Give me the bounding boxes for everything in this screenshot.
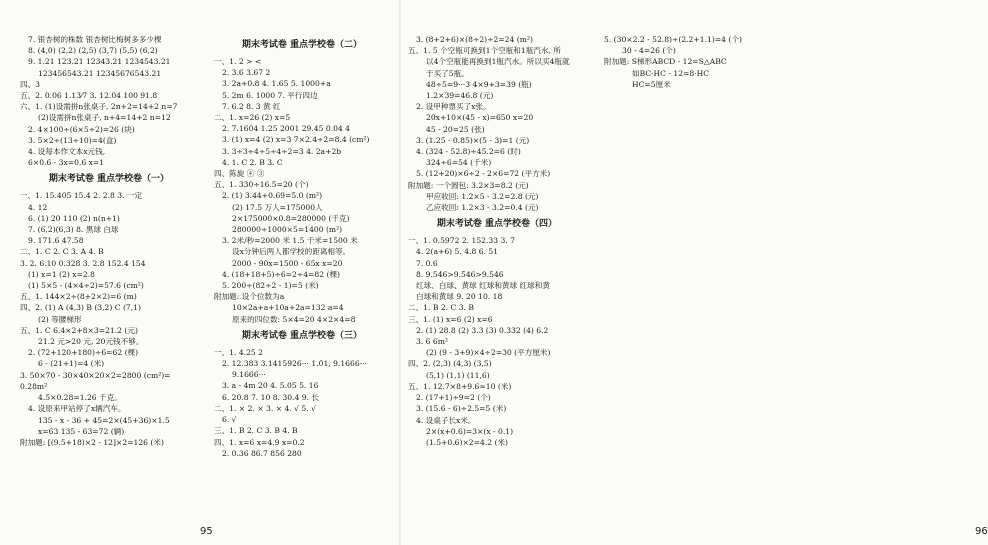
- answer-line: 一、1. 2 > <: [214, 57, 262, 66]
- answer-line: 附加题: S梯形ABCD - 12=S△ABC: [604, 57, 727, 67]
- answer-line: 30 - 4=26 (个): [622, 46, 676, 56]
- answer-line: 3. a - 4m 20 4. 5.05 5. 16: [222, 381, 319, 391]
- answer-line: 2. (1) 28.8 (2) 3.3 (3) 0.332 (4) 6.2: [416, 325, 549, 335]
- answer-line: 附加题: 设个位数为a: [214, 292, 285, 302]
- answer-line: 五、1. 144×2÷(8+2×2)=6 (m): [20, 292, 137, 302]
- answer-line: 3. 6 6m²: [416, 337, 448, 347]
- answer-line: (2) 等腰梯形: [38, 314, 82, 324]
- answer-line: 五、1. 12.7×8+9.6≈10 (米): [408, 381, 512, 391]
- answer-line: 2. (1) 3.44+0.69=5.0 (m²): [222, 191, 323, 201]
- section-heading: 期末考试卷 重点学校卷（四）: [436, 219, 558, 230]
- answer-line: 以4个空瓶能再换到1瓶汽水。所以买4瓶就: [426, 57, 570, 67]
- left-page: [0, 0, 400, 545]
- answer-column-1: [20, 34, 198, 448]
- answer-line: 7. 银杏树的株数 银杏树比梅树多多少棵: [28, 35, 162, 44]
- answer-line: 四、陈旋 ④ ③: [214, 169, 265, 179]
- answer-line: 四、1. x=6 x=4.9 x=0.2: [214, 437, 305, 447]
- answer-line: 7. 0.6: [416, 258, 438, 268]
- answer-line: 20x+10×(45 - x)=650 x=20: [426, 113, 534, 123]
- answer-line: 2. (17+1)÷9=2 (个): [416, 393, 491, 403]
- answer-line: 五、2. 0.06 1.13⁄7 3. 12.04 100 91.8: [20, 91, 158, 101]
- answer-line: 4. 设桌子长x米。: [416, 415, 476, 425]
- answer-line: 5. 2m 6. 1000 7. 平行四边: [222, 90, 318, 100]
- answer-line: 48÷5=9···3 4×9+3=39 (瓶): [426, 79, 532, 89]
- answer-column-2: [214, 34, 390, 459]
- answer-line: 2×(x+0.6)=3×(x - 0.1): [426, 426, 514, 436]
- answer-line: 45 - 20=25 (张): [426, 124, 485, 134]
- answer-line: 3. (8+2+6)×(8÷2)÷2=24 (m²): [416, 35, 533, 44]
- answer-line: 附加题: 一个圆包: 3.2×3=8.2 (元): [408, 180, 529, 190]
- answer-line: 2. 7.1604 1.25 2001 29.45 0.04 4: [222, 124, 351, 134]
- section-heading: 期末考试卷 重点学校卷（一）: [48, 174, 170, 185]
- answer-line: 21.2 元>20 元, 20元钱不够。: [38, 337, 144, 347]
- answer-line: 二、1. × 2. × 3. × 4. √ 5. √: [214, 403, 316, 413]
- answer-line: 一、1. 0.5972 2. 152.33 3. 7: [408, 236, 515, 246]
- answer-line: 2. 4×100÷(6×5÷2)=26 (块): [28, 124, 135, 134]
- answer-line: 二、1. x=26 (2) x=5: [214, 113, 291, 123]
- answer-line: 二、1. C 2. C 3. A 4. B: [20, 247, 104, 257]
- answer-line: 3. 2a+0.8 4. 1.65 5. 1000+a: [222, 79, 331, 89]
- answer-line: 2. 12.383 3.1415926··· 1.0̇1, 9.1666···: [222, 359, 367, 369]
- answer-line: 于买了5瓶。: [426, 68, 469, 78]
- answer-line: (2) (9 - 3+9)×4÷2=30 (平方厘米): [426, 348, 551, 358]
- answer-line: 3. (15.6 - 6)÷2.5=5 (米): [416, 404, 507, 414]
- answer-line: 2. 0.36 86.7 856 280: [222, 448, 302, 458]
- answer-line: 6×0.6 - 3x=0.6 x=1: [28, 158, 105, 168]
- answer-line: 7. 6.2 8. 3 黄 红: [222, 101, 281, 111]
- answer-line: x=63 135 - 63=72 (辆): [38, 426, 125, 436]
- answer-line: 3. 2. 6.10 0.328 3. 2.8 152.4 154: [20, 258, 146, 268]
- answer-line: 280000÷1000×5=1400 (m²): [232, 225, 343, 235]
- answer-line: (5,1) (1,1) (11,6): [426, 370, 490, 380]
- answer-line: 3. 2米/秒=2000 米 1.5 千米=1500 米: [222, 236, 358, 246]
- answer-line: 4. 1. C 2. B 3. C: [222, 157, 283, 167]
- answer-line: 7. (6,2)(6,3) 8. 黑球 白球: [28, 225, 119, 235]
- answer-line: 二、1. B 2. C 3. B: [408, 303, 474, 313]
- answer-line: 2×175000×0.8=280000 (千克): [232, 213, 350, 223]
- answer-line: 原来的四位数: 5×4=20 4×2×4=8: [232, 314, 356, 324]
- answer-line: 6. (1) 20 110 (2) n(n+1): [28, 213, 120, 223]
- answer-line: 1.2×39=46.8 (元): [426, 91, 494, 101]
- answer-line: 2. (72+120+180)÷6=62 (棵): [28, 348, 139, 358]
- answer-line: (1) x=1 (2) x=2.8: [28, 269, 95, 279]
- answer-line: 如BC·HC - 12=8·HC: [632, 68, 710, 78]
- answer-line: 四、3: [20, 79, 41, 89]
- answer-line: 8. 9.54̇6>9.5̇46>9.54̇6: [416, 269, 504, 279]
- answer-line: 一、1. 4.25 2: [214, 347, 263, 357]
- answer-line: 135 - x - 36 + 45=2×(45+36)×1.5: [38, 415, 170, 425]
- answer-line: 4. 设每本作文本x元钱,: [28, 147, 106, 157]
- answer-line: 123456543.21 12345676543.21: [38, 68, 162, 78]
- answer-line: 乙应收回: 1.2×3 - 3.2=0.4 (元): [426, 203, 539, 213]
- answer-line: 5. (12+20)×6÷2 - 2×6=72 (平方米): [416, 169, 551, 179]
- answer-line: 2000 - 90x=1500 - 65x x=20: [232, 258, 343, 268]
- answer-line: 4. 12: [28, 202, 48, 212]
- answer-line: (2) 17.5 万人=175000人: [232, 202, 323, 212]
- answer-line: 3. (1) x=4 (2) x=3 7×2.4÷2=8.4 (cm²): [222, 135, 370, 145]
- answer-column-3: [408, 34, 586, 448]
- answer-line: 五、1. 330÷16.5=20 (个): [214, 180, 309, 190]
- answer-line: 10×2a+a+10a+2a=132 a=4: [232, 303, 344, 313]
- answer-line: 附加题: [(9.5+18)×2 - 12]×2=126 (米): [20, 437, 164, 447]
- answer-line: 9.1666···: [232, 370, 266, 380]
- answer-line: 4. 设原来甲站停了x辆汽车。: [28, 404, 126, 414]
- answer-line: 9. 171.6 47.58: [28, 236, 84, 246]
- answer-line: 3. (1.25 - 0.85)×(5 - 3)=1 (元): [416, 135, 530, 145]
- answer-line: 4. 2(a+6) 5. 4.8 6. 51: [416, 247, 499, 257]
- answer-line: 0.28m²: [20, 381, 48, 391]
- answer-line: 4. (324 - 52.8)÷45.2=6 (时): [416, 147, 521, 157]
- answer-line: 五、1. C 6.4×2+8×3=21.2 (元): [20, 325, 138, 335]
- answer-line: 设x分钟后两人都学校的距离相等。: [232, 247, 351, 257]
- answer-line: 9. 1.21 123.21 12343.21 1234543.21: [28, 57, 171, 67]
- answer-line: 三、1. B 2. C 3. B 4. B: [214, 426, 298, 436]
- answer-line: 红球、白球、黄球 红球和黄球 红球和黄: [416, 281, 550, 291]
- answer-line: 6. √: [222, 415, 237, 425]
- answer-line: 三、1. (1) x=6 (2) x=6: [408, 314, 493, 324]
- answer-line: 甲应收回: 1.2×5 - 3.2=2.8 (元): [426, 191, 539, 201]
- answer-line: 5. (30×2.2 - 52.8)÷(2.2+1.1)=4 (个): [604, 35, 742, 44]
- answer-line: 324÷6=54 (千米): [426, 158, 492, 168]
- answer-line: 3. 5×2÷(13÷10)=4(盒): [28, 135, 117, 145]
- answer-line: 四、2. (1) A (4,3) B (3,2) C (7,1): [20, 303, 141, 313]
- answer-line: (1.5+0.6)×2=4.2 (米): [426, 437, 509, 447]
- answer-line: 8. (4,0) (2,2) (2,5) (3,7) (5,5) (6,2): [28, 46, 158, 56]
- section-heading: 期末考试卷 重点学校卷（三）: [241, 330, 363, 341]
- answer-line: 五、1. 5 个空瓶可换到1个空瓶和1瓶汽水, 所: [408, 46, 561, 56]
- page-number-right: 96: [975, 526, 988, 537]
- answer-line: 3. 50×70 - 30×40×20×2=2800 (cm²)=: [20, 370, 171, 380]
- answer-line: 白球和黄球 9. 20 10. 18: [416, 292, 503, 302]
- answer-line: 六、1. (1)设需拼n张桌子, 2n+2=14+2 n=7: [20, 102, 178, 112]
- answer-line: 4. (18+18+5)÷6=2÷4=82 (棵): [222, 269, 341, 279]
- section-heading: 期末考试卷 重点学校卷（二）: [241, 40, 363, 50]
- page-number-left: 95: [200, 526, 213, 537]
- answer-column-4: [604, 34, 780, 90]
- answer-line: 一、1. 15.405 15.4 2. 2.8 3. 一定: [20, 191, 143, 201]
- answer-line: 2. 3.6 3.67 2: [222, 68, 271, 78]
- answer-line: (1) 5×5 - (4×4÷2)=57.6 (cm²): [28, 281, 144, 291]
- answer-line: (2)设需拼n张桌子, n+4=14+2 n=12: [38, 113, 171, 123]
- answer-line: 四、2. (2,3) (4,3) (3,5): [408, 359, 492, 369]
- answer-line: 5. 200÷(82÷2 - 1)=5 (米): [222, 281, 319, 291]
- answer-line: 2. 设甲种票买了x张。: [416, 102, 491, 112]
- answer-line: 4.5×0.28=1.26 千克。: [38, 393, 122, 403]
- answer-line: 3. 3÷3÷4÷5÷4÷2=3 4. 2a+2b: [222, 146, 342, 156]
- answer-line: 6. 20.8 7. 10 8. 30.4 9. 长: [222, 392, 319, 402]
- answer-line: 6 - (21+1)=4 (米): [38, 359, 105, 369]
- answer-line: HC=5厘米: [632, 79, 671, 89]
